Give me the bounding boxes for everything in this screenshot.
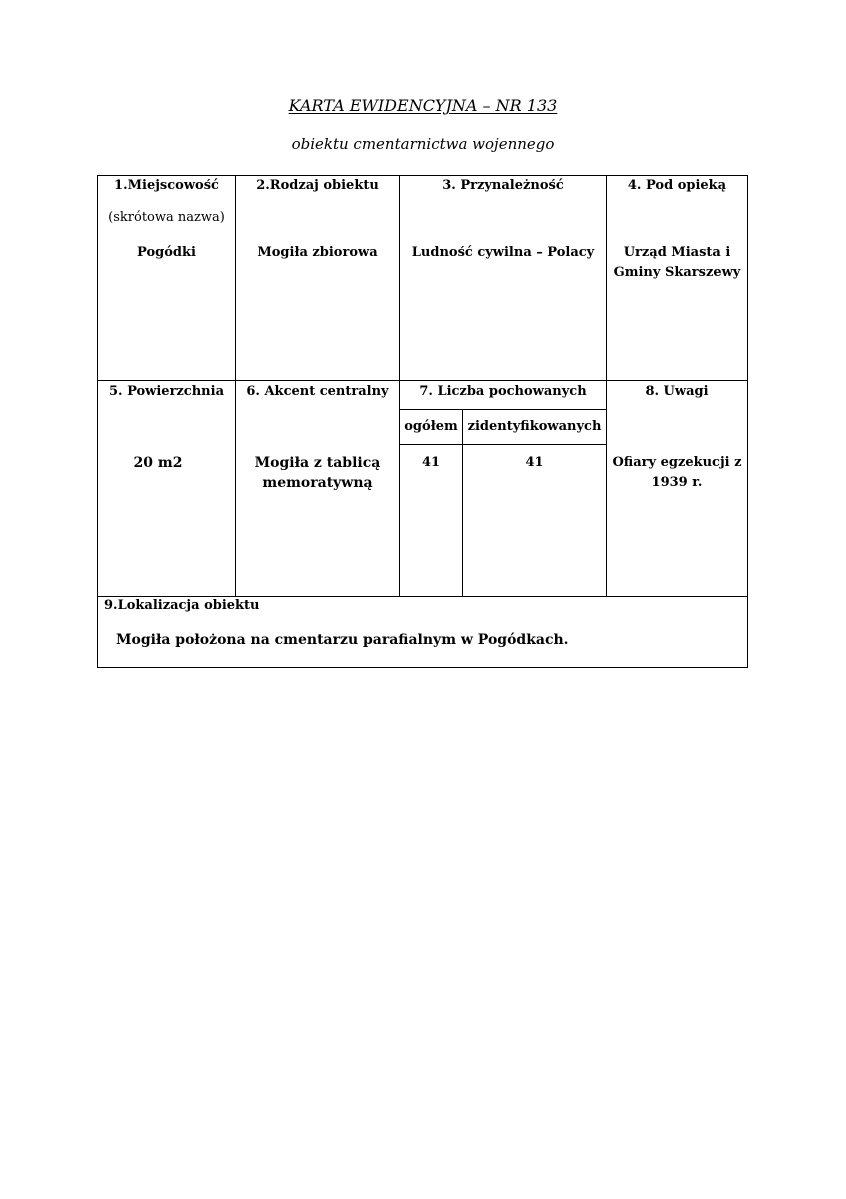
ogolem-value: 41	[421, 455, 441, 470]
document-subtitle: obiektu cmentarnictwa wojennego	[291, 135, 555, 153]
lokalizacja-label: 9.Lokalizacja obiektu	[104, 598, 260, 613]
miejscowosc-note: (skrótowa nazwa)	[108, 210, 225, 225]
przynaleznosc-value: Ludność cywilna – Polacy	[411, 245, 595, 260]
uwagi-label: 8. Uwagi	[645, 384, 709, 399]
table-row-divider-2	[97, 596, 748, 597]
akcent-centralny-value-line2: memoratywną	[262, 475, 373, 491]
lokalizacja-value: Mogiła położona na cmentarzu parafialnym w Pogódkach.	[116, 632, 569, 648]
przynaleznosc-label: 3. Przynależność	[442, 178, 564, 193]
powierzchnia-label: 5. Powierzchnia	[108, 384, 224, 399]
miejscowosc-value: Pogódki	[137, 245, 196, 260]
liczba-pochowanych-label: 7. Liczba pochowanych	[419, 384, 587, 399]
table-subheader-divider	[399, 409, 607, 410]
table-subvalue-divider	[399, 444, 607, 445]
rodzaj-obiektu-value: Mogiła zbiorowa	[257, 245, 378, 260]
table-row-divider-1	[97, 380, 748, 381]
zidentyfikowanych-label: zidentyfikowanych	[467, 419, 602, 434]
pod-opieka-value-line2: Gminy Skarszewy	[613, 265, 741, 280]
document-title: KARTA EWIDENCYJNA – NR 133	[288, 96, 558, 115]
table-border-right	[747, 175, 748, 668]
powierzchnia-value: 20 m2	[133, 455, 183, 471]
miejscowosc-label: 1.Miejscowość	[114, 178, 219, 193]
akcent-centralny-label: 6. Akcent centralny	[246, 384, 389, 399]
table-subcol-divider	[462, 409, 463, 597]
akcent-centralny-value-line1: Mogiła z tablicą	[254, 455, 381, 471]
rodzaj-obiektu-label: 2.Rodzaj obiektu	[256, 178, 379, 193]
uwagi-value-line2: 1939 r.	[651, 475, 703, 490]
zidentyfikowanych-value: 41	[525, 455, 544, 470]
pod-opieka-value-line1: Urząd Miasta i	[623, 245, 731, 260]
uwagi-value-line1: Ofiary egzekucji z	[612, 455, 742, 470]
table-border-bottom	[97, 667, 748, 668]
pod-opieka-label: 4. Pod opieką	[627, 178, 727, 193]
ogolem-label: ogółem	[404, 419, 458, 434]
